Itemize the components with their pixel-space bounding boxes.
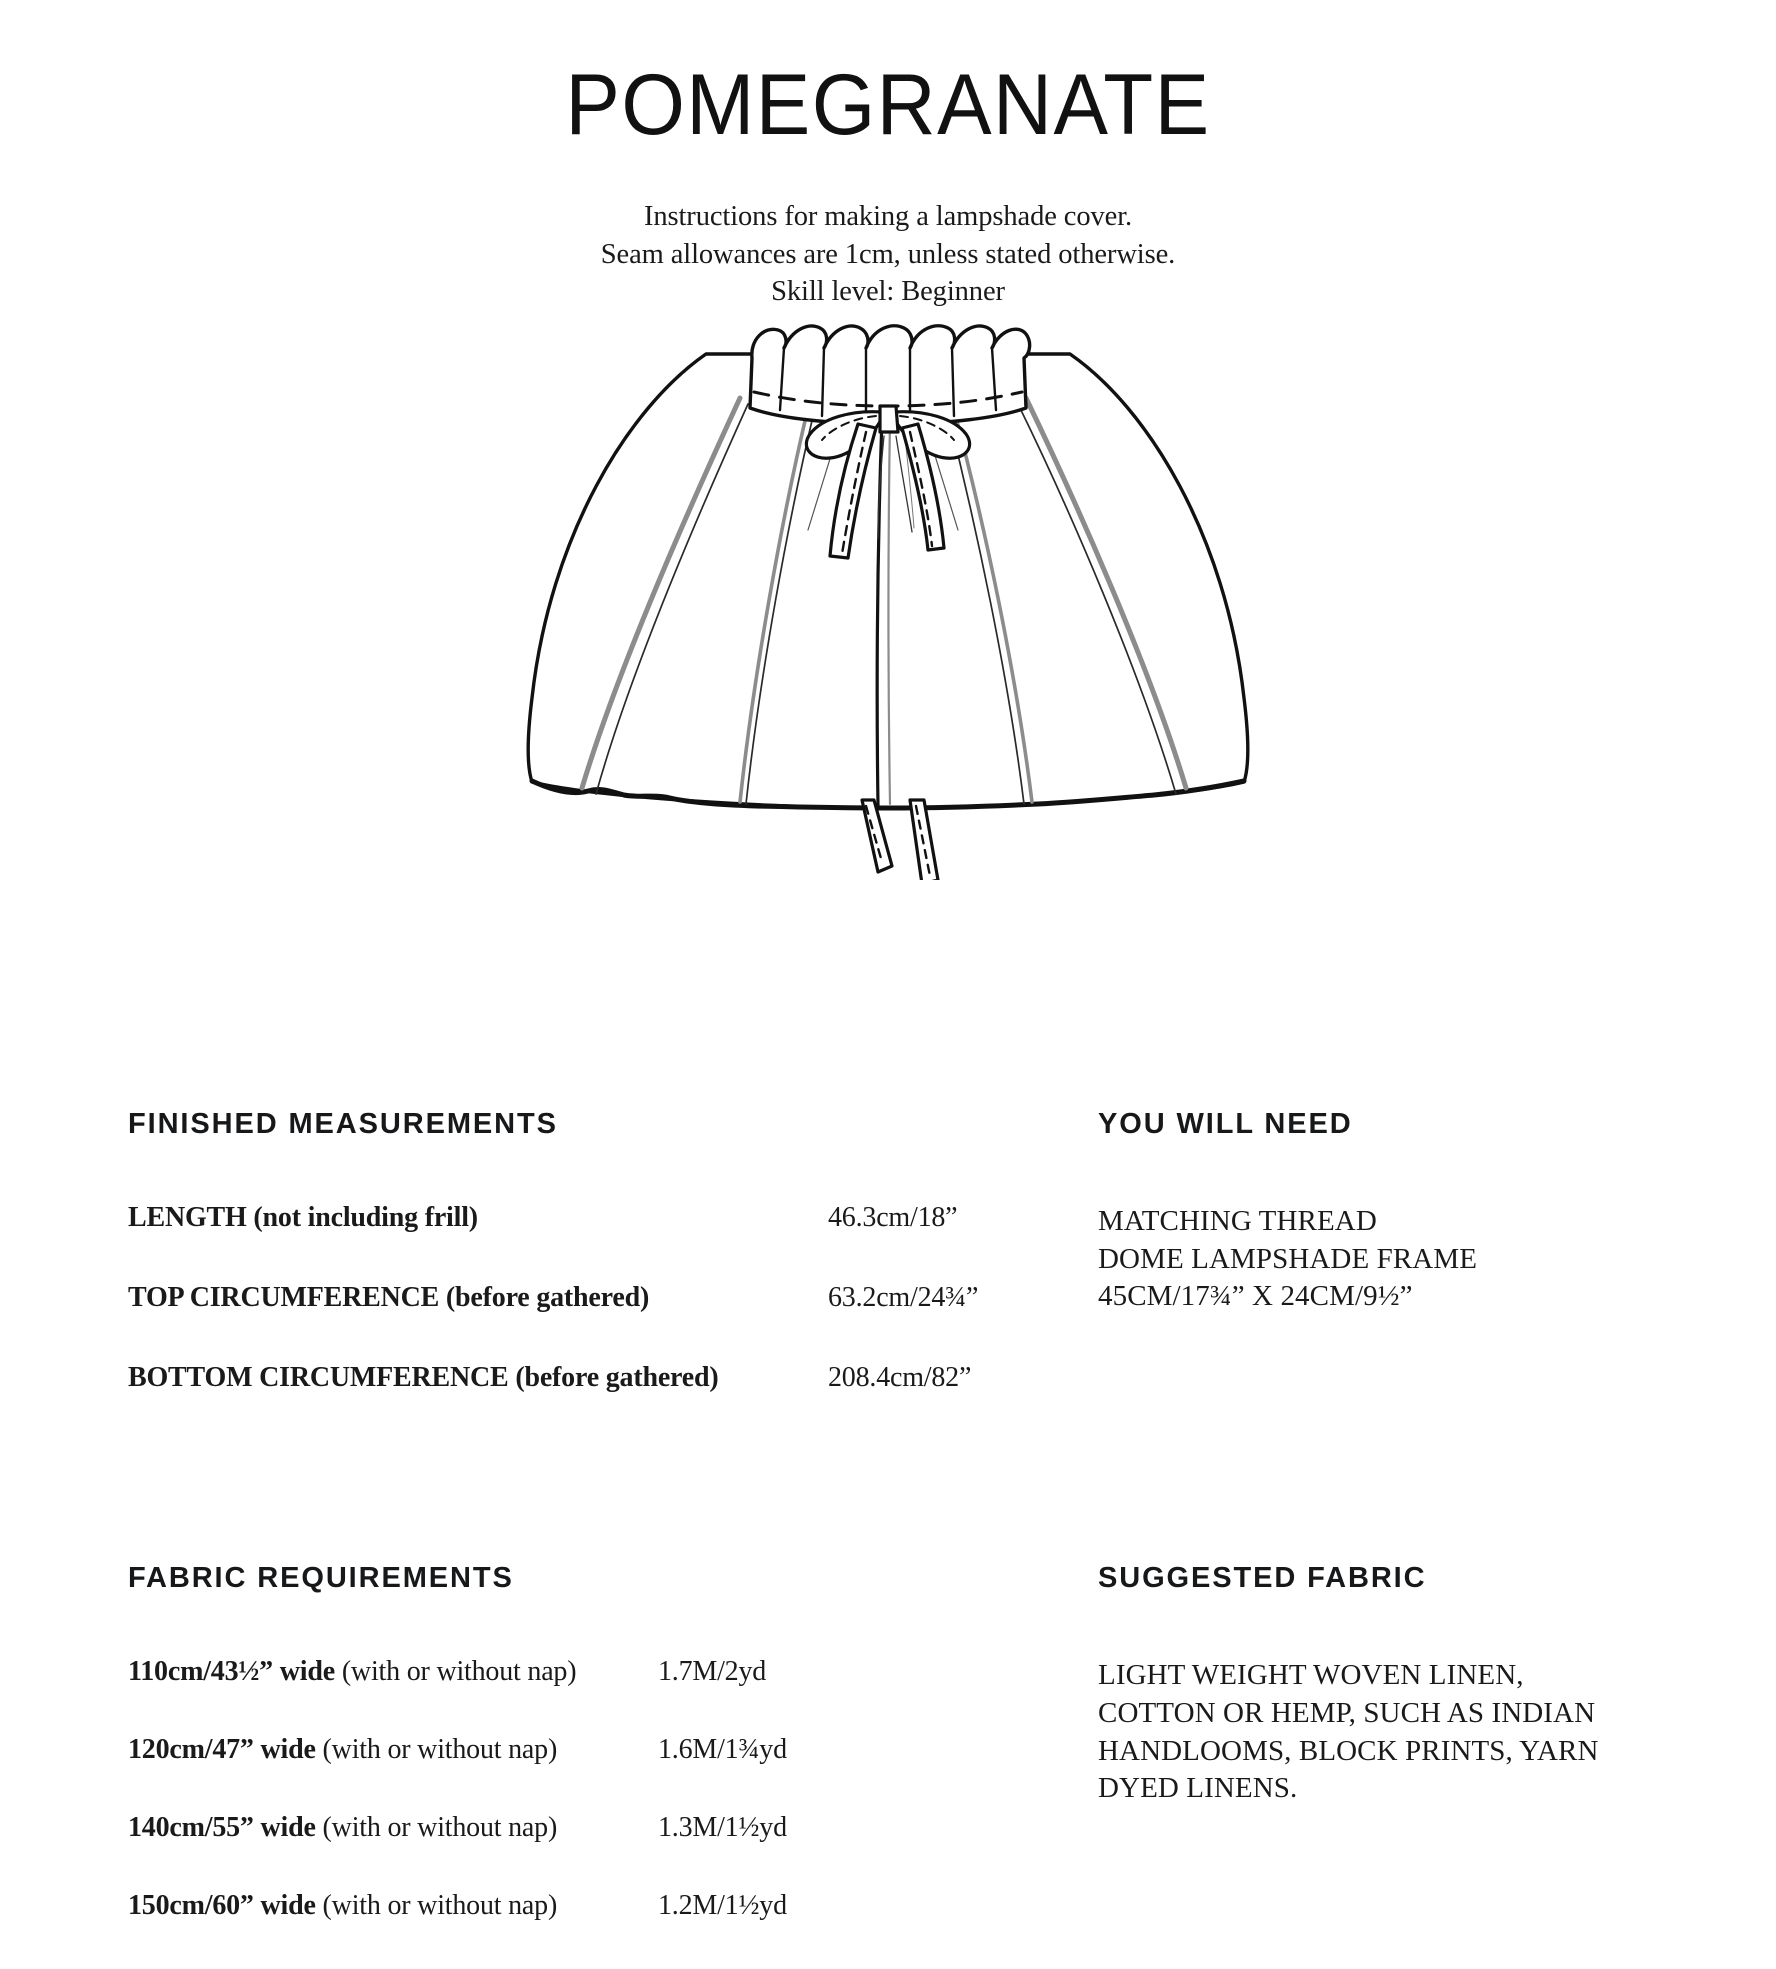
lampshade-illustration	[0, 300, 1776, 880]
fabric-nap-note: (with or without nap)	[341, 1656, 577, 1688]
measurement-value: 63.2cm/24¾”	[828, 1281, 979, 1313]
subtitle-line-2: Seam allowances are 1cm, unless stated otherwise.	[600, 238, 1176, 270]
measurement-label-note: (not including frill)	[253, 1202, 478, 1233]
measurement-row	[128, 1283, 1078, 1314]
fabric-requirements-heading: FABRIC REQUIREMENTS	[128, 1562, 514, 1595]
fabric-nap-note: (with or without nap)	[322, 1734, 558, 1766]
row-fabric-and-suggested	[128, 1562, 1648, 1968]
fabric-width	[128, 1891, 658, 1922]
fabric-width-value: 140cm/55” wide	[128, 1811, 316, 1843]
content-area	[0, 1108, 1776, 1969]
page-title: POMEGRANATE	[565, 57, 1211, 153]
list-item: LIGHT WEIGHT WOVEN LINEN,	[1098, 1659, 1524, 1692]
list-item: COTTON OR HEMP, SUCH AS INDIAN	[1098, 1697, 1596, 1730]
measurement-label-strong: BOTTOM CIRCUMFERENCE	[128, 1361, 509, 1393]
fabric-width	[128, 1813, 658, 1844]
list-item: DOME LAMPSHADE FRAME	[1098, 1242, 1478, 1275]
section-spacer	[128, 1442, 1648, 1562]
fabric-amount: 1.6M/1¾yd	[658, 1734, 787, 1766]
measurement-label	[128, 1283, 828, 1314]
measurement-row	[128, 1363, 1078, 1394]
suggested-fabric-list	[1098, 1657, 1648, 1808]
fabric-row	[128, 1735, 1078, 1766]
subtitle-block	[0, 198, 1776, 311]
subtitle-line-3: Skill level: Beginner	[771, 276, 1005, 308]
fabric-requirements-section	[128, 1562, 1078, 1968]
you-will-need-section	[1078, 1108, 1648, 1442]
measurement-label-note: (before gathered)	[515, 1361, 719, 1393]
fabric-width	[128, 1735, 658, 1766]
fabric-nap-note: (with or without nap)	[322, 1811, 558, 1843]
measurement-label-strong: LENGTH	[128, 1202, 247, 1233]
list-item: MATCHING THREAD	[1098, 1205, 1377, 1237]
measurement-label-note: (before gathered)	[445, 1281, 650, 1313]
finished-measurements-heading: FINISHED MEASUREMENTS	[128, 1108, 558, 1140]
subtitle-line-1: Instructions for making a lampshade cover.	[643, 201, 1133, 232]
you-will-need-heading: YOU WILL NEED	[1098, 1108, 1353, 1140]
measurement-value: 208.4cm/82”	[828, 1361, 972, 1393]
measurement-label-strong: TOP CIRCUMFERENCE	[128, 1281, 440, 1313]
fabric-width	[128, 1657, 658, 1688]
list-item: DYED LINENS.	[1098, 1772, 1298, 1805]
suggested-fabric-section	[1078, 1562, 1648, 1968]
fabric-width-value: 120cm/47” wide	[128, 1734, 316, 1766]
fabric-amount: 1.3M/1½yd	[658, 1811, 787, 1843]
fabric-amount: 1.7M/2yd	[658, 1656, 767, 1688]
fabric-width-value: 110cm/43½” wide	[128, 1656, 335, 1688]
list-item: HANDLOOMS, BLOCK PRINTS, YARN	[1098, 1734, 1599, 1767]
suggested-fabric-heading: SUGGESTED FABRIC	[1098, 1562, 1427, 1595]
fabric-nap-note: (with or without nap)	[322, 1889, 558, 1921]
document-header	[0, 0, 1776, 311]
row-measurements-and-needs	[128, 1108, 1648, 1442]
measurement-row	[128, 1203, 1078, 1234]
fabric-width-value: 150cm/60” wide	[128, 1889, 316, 1921]
measurement-value: 46.3cm/18”	[828, 1202, 958, 1233]
list-item: 45CM/17¾” X 24CM/9½”	[1098, 1280, 1413, 1313]
fabric-row	[128, 1657, 1078, 1688]
dome-lampshade-icon	[478, 300, 1298, 880]
fabric-amount: 1.2M/1½yd	[658, 1889, 787, 1921]
fabric-row	[128, 1891, 1078, 1922]
measurement-label	[128, 1203, 828, 1234]
fabric-row	[128, 1813, 1078, 1844]
measurement-label	[128, 1363, 828, 1394]
finished-measurements-section	[128, 1108, 1078, 1442]
you-will-need-list	[1098, 1203, 1648, 1316]
